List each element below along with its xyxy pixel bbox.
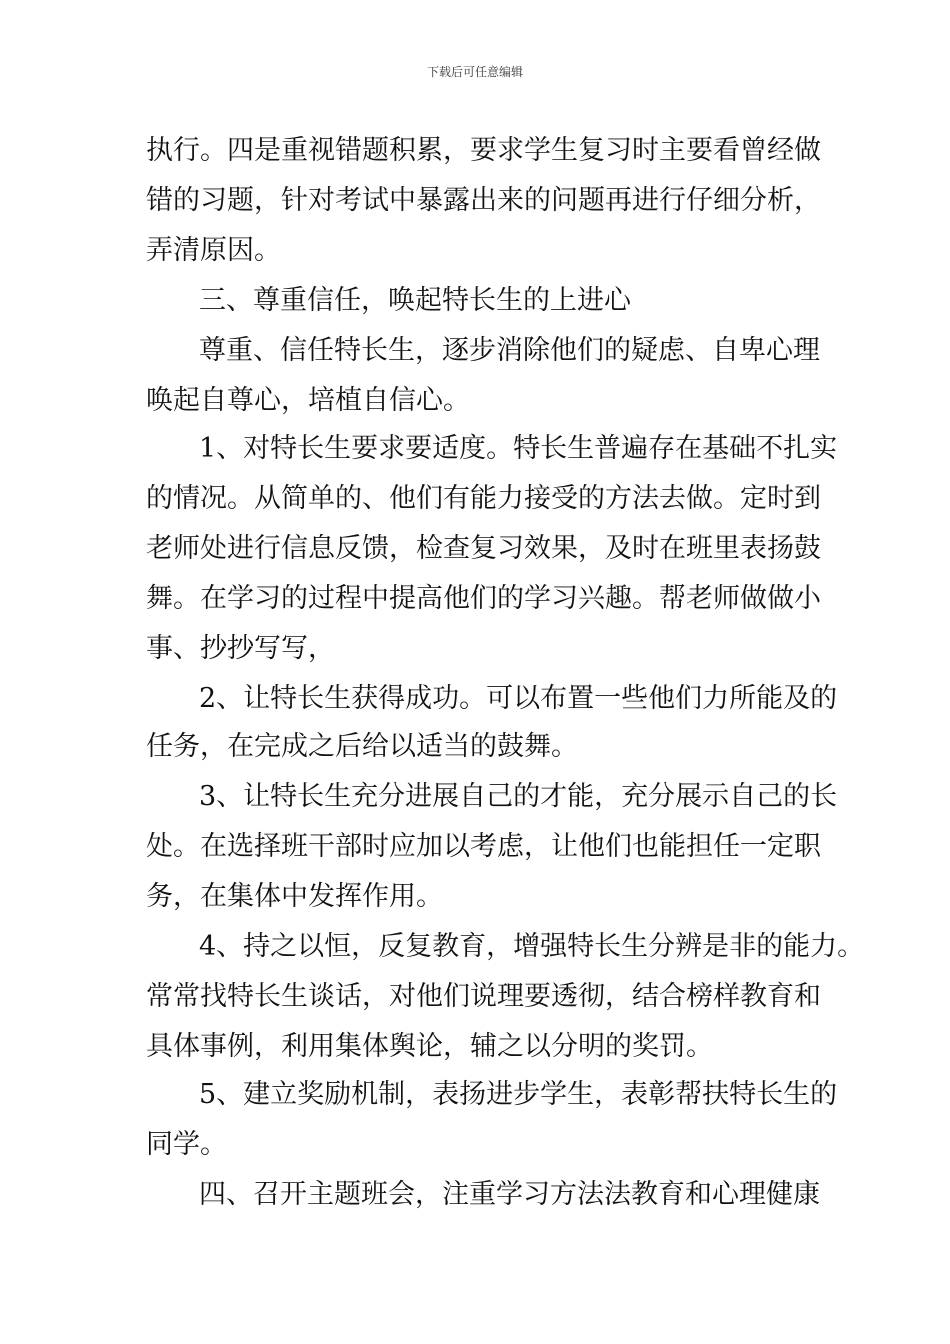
text-line: 常常找特长生谈话，对他们说理要透彻，结合榜样教育和 bbox=[146, 981, 821, 1012]
text-line: 任务，在完成之后给以适当的鼓舞。 bbox=[146, 731, 578, 762]
text-line: 错的习题，针对考试中暴露出来的问题再进行仔细分析， bbox=[146, 185, 821, 216]
text-line: 5、建立奖励机制，表扬进步学生，表彰帮扶特长生的 bbox=[199, 1079, 838, 1110]
page-header: 下载后可任意编辑 bbox=[426, 65, 523, 79]
section-heading: 四、召开主题班会，注重学习方法法教育和心理健康 bbox=[199, 1179, 820, 1210]
text-line: 1、对特长生要求要适度。特长生普遍存在基础不扎实 bbox=[199, 433, 838, 464]
text-line: 舞。在学习的过程中提高他们的学习兴趣。帮老师做做小 bbox=[146, 583, 821, 614]
text-line: 同学。 bbox=[146, 1129, 227, 1160]
section-heading: 三、尊重信任，唤起特长生的上进心 bbox=[199, 285, 631, 316]
text-line: 2、让特长生获得成功。可以布置一些他们力所能及的 bbox=[199, 683, 838, 714]
text-line: 务，在集体中发挥作用。 bbox=[146, 881, 443, 912]
text-line: 执行。四是重视错题积累，要求学生复习时主要看曾经做 bbox=[146, 135, 821, 166]
text-line: 的情况。从简单的、他们有能力接受的方法去做。定时到 bbox=[146, 483, 821, 514]
text-line: 4、持之以恒，反复教育，增强特长生分辨是非的能力。 bbox=[199, 931, 865, 962]
text-line: 事、抄抄写写， bbox=[146, 633, 335, 664]
text-line: 具体事例，利用集体舆论，辅之以分明的奖罚。 bbox=[146, 1031, 713, 1062]
text-line: 3、让特长生充分进展自己的才能，充分展示自己的长 bbox=[199, 781, 838, 812]
text-line: 弄清原因。 bbox=[146, 235, 281, 266]
text-line: 唤起自尊心，培植自信心。 bbox=[146, 385, 470, 416]
text-line: 老师处进行信息反馈，检查复习效果，及时在班里表扬鼓 bbox=[146, 533, 821, 564]
text-line: 处。在选择班干部时应加以考虑，让他们也能担任一定职 bbox=[146, 831, 821, 862]
text-line: 尊重、信任特长生，逐步消除他们的疑虑、自卑心理 bbox=[199, 335, 820, 366]
